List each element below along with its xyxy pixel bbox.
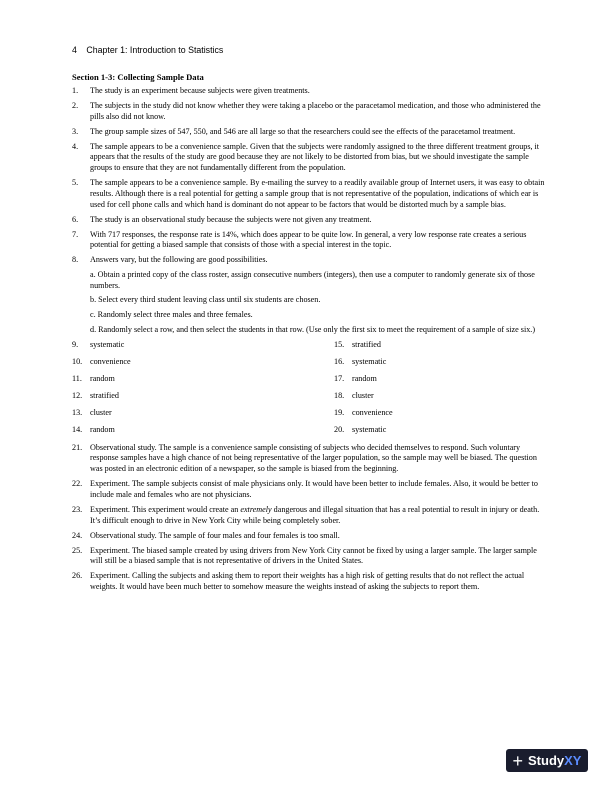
item-number: 1. [72, 86, 79, 95]
item-text: The sample appears to be a convenience sample. By e-mailing the survey to a readily available group of Internet users, it was easy to obtain results. Although there is a real potential for getting a sample group that is not representative of the population, indications of which ear is used for cell phone calls and which hand is dominant do not appear to be factors that would be distorted much by a sample bias. [90, 178, 545, 209]
item-text: The sample appears to be a convenience sample. Given that the subjects were randomly assigned to the three different treatment groups, it appears that the results of the study are good because they are not likely to be distorted from bias, but we should investigate the sample groups to ensure that they are not fundamentally different from the population. [90, 141, 540, 173]
answer-item [72, 86, 546, 97]
item-number: 18. [334, 390, 345, 400]
item-text: convenience [90, 356, 131, 366]
section-title: Section 1-3: Collecting Sample Data [72, 72, 204, 82]
answer-item [72, 391, 334, 402]
item-number: 20. [334, 424, 345, 434]
item-number: 15. [334, 339, 345, 349]
item-number: 16. [334, 356, 345, 366]
answer-item [72, 425, 334, 436]
item-number: 4. [72, 141, 79, 151]
sub-answer-list [90, 270, 546, 336]
item-text: Experiment. The biased sample created by using drivers from New York City cannot be fixed by using a larger sample. The larger sample will still be a biased sample that is not representative of drivers in the United States. [90, 545, 537, 566]
answer-item [334, 357, 546, 368]
answer-item [72, 531, 546, 542]
answer-item [72, 142, 546, 174]
item-number: 26. [72, 571, 83, 581]
item-text: Observational study. The sample is a convenience sample consisting of subjects who decided themselves to respond. Such voluntary response samples have a high chance of not being representative of the larger population, so the sample may well be biased. The question was posted in an electronic edition of a newspaper, so the sample is biased from the beginning. [90, 442, 537, 474]
right-column [334, 340, 546, 442]
item-text: cluster [90, 407, 112, 417]
item-text: Experiment. The sample subjects consist of male physicians only. It would have been better to include females. Also, it would be better to include male and females who are not physicians. [90, 479, 538, 499]
item-number: 6. [72, 214, 79, 224]
sub-answer: b. Select every third student leaving class until six students are chosen. [90, 295, 321, 305]
item-number: 14. [72, 424, 83, 434]
item-number: 10. [72, 356, 83, 366]
item-number: 23. [72, 504, 83, 514]
item-text: The subjects in the study did not know whether they were taking a placebo or the paracetamol medication, and those who administered the pills also did not know. [90, 101, 541, 121]
answer-item [72, 374, 334, 385]
item-text: The study is an observational study because the subjects were not given any treatment. [90, 214, 372, 224]
chapter-title: Chapter 1: Introduction to Statistics [86, 45, 224, 55]
answer-item [334, 340, 546, 351]
item-text: stratified [352, 339, 381, 349]
answer-item [72, 215, 546, 226]
sub-answer: d. Randomly select a row, and then select the students in that row. (Use only the first six to meet the requirement of a sample of size six.) [90, 324, 536, 334]
item-number: 17. [334, 373, 345, 383]
item-text: systematic [352, 356, 387, 366]
item-text-end: dangerous and illegal situation that has a real potential to result in injury or death. It’s difficult enough to drive in New York City while being completely sober. [90, 504, 540, 525]
studyxy-badge[interactable] [506, 749, 588, 772]
page-header [72, 45, 223, 55]
plus-icon: + [512, 750, 524, 771]
item-text: Answers vary, but the following are good possibilities. [90, 255, 268, 265]
item-text: random [352, 373, 377, 383]
badge-word: Study [528, 753, 565, 768]
item-text: systematic [90, 339, 125, 349]
answer-item [72, 479, 546, 500]
answer-item [72, 443, 546, 475]
item-number: 13. [72, 407, 83, 417]
answer-item [72, 546, 546, 567]
sub-answer: a. Obtain a printed copy of the class roster, assign consecutive numbers (integers), then use a computer to randomly generate six of those numbers. [90, 269, 535, 290]
item-text: systematic [352, 424, 387, 434]
item-number: 7. [72, 229, 79, 239]
sub-answer: c. Randomly select three males and three females. [90, 310, 253, 320]
item-text: random [90, 373, 115, 383]
item-text: Observational study. The sample of four males and four females is too small. [90, 530, 340, 540]
answer-item [72, 178, 546, 210]
answer-item [72, 571, 546, 592]
item-text: Experiment. Calling the subjects and asking them to report their weights has a high risk of getting results that do not reflect the actual weights. It would have been much better to somehow measure the weights instead of asking the subjects to report them. [90, 571, 525, 591]
item-number: 11. [72, 373, 82, 383]
item-number: 19. [334, 407, 345, 417]
answer-item [334, 425, 546, 436]
item-number: 3. [72, 126, 79, 136]
answer-item-8 [72, 255, 546, 335]
item-number: 12. [72, 390, 83, 400]
answer-item [72, 127, 546, 138]
answer-item [72, 408, 334, 419]
item-text: With 717 responses, the response rate is 14%, which does appear to be quite low. In general, a very low response rate creates a serious potential for getting a biased sample that consists of those with a special interest in the topic. [90, 229, 527, 250]
emphasis-text: extremely [240, 504, 272, 514]
left-column [72, 340, 334, 442]
item-number: 2. [72, 101, 79, 110]
page-number: 4 [72, 45, 77, 55]
answer-item [72, 101, 546, 122]
item-number: 22. [72, 479, 83, 489]
answer-list [72, 86, 546, 597]
item-text-start: Experiment. This experiment would create an [90, 504, 241, 514]
item-text: The study is an experiment because subjects were given treatments. [90, 86, 310, 95]
answer-item [72, 340, 334, 351]
answer-item [72, 357, 334, 368]
badge-suffix: XY [564, 753, 582, 768]
answer-item [334, 408, 546, 419]
item-text: stratified [90, 390, 119, 400]
item-number: 5. [72, 178, 79, 188]
item-text: The group sample sizes of 547, 550, and 546 are all large so that the researchers could see the effects of the paracetamol treatment. [90, 126, 516, 136]
answer-item [72, 505, 546, 526]
item-number: 8. [72, 255, 79, 265]
item-number: 9. [72, 339, 79, 349]
answer-item [334, 374, 546, 385]
item-text: convenience [352, 407, 393, 417]
item-number: 25. [72, 545, 83, 555]
item-number: 24. [72, 530, 83, 540]
item-text: cluster [352, 390, 374, 400]
answer-item [72, 230, 546, 251]
item-number: 21. [72, 442, 83, 452]
answer-item [334, 391, 546, 402]
item-text: random [90, 424, 115, 434]
two-column-answers [72, 340, 546, 442]
